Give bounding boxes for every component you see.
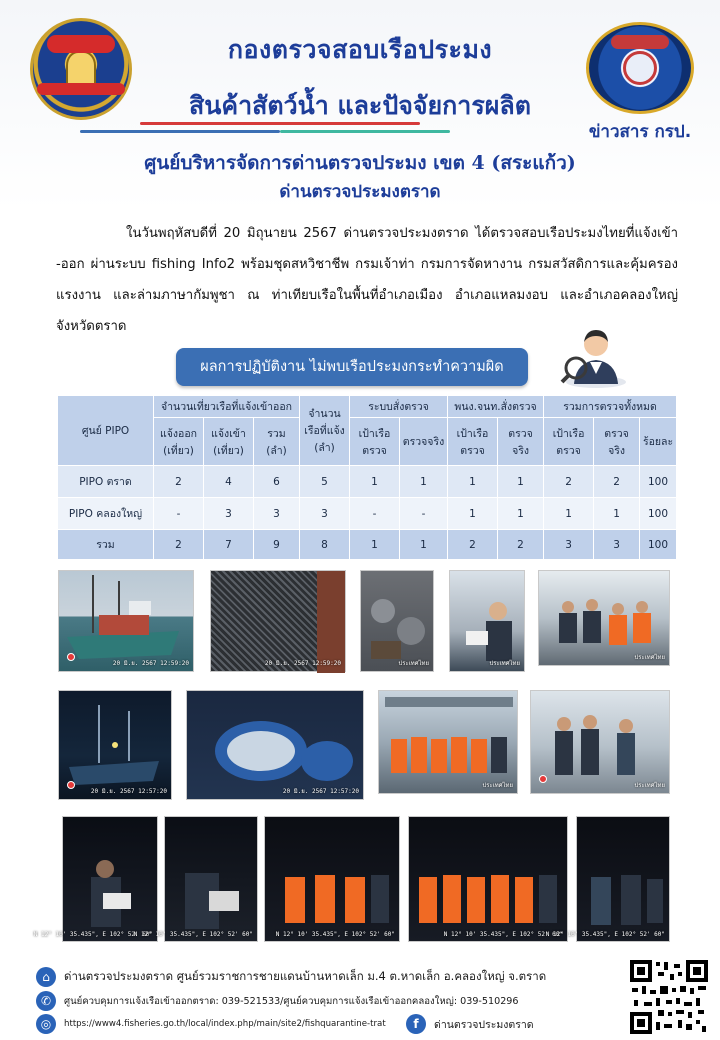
footer-facebook: ด่านตรวจประมงตราด bbox=[434, 1018, 534, 1031]
deco-line-red bbox=[140, 122, 420, 125]
deco-line-teal bbox=[280, 130, 450, 133]
station-name: ด่านตรวจประมงตราด bbox=[279, 182, 441, 202]
photo-timestamp: ประเทศไทย bbox=[634, 654, 665, 661]
department-of-fisheries-logo bbox=[30, 18, 132, 120]
cell-total-actual: 2 bbox=[594, 466, 640, 498]
emblem-icon bbox=[66, 51, 96, 87]
fishery-inspection-logo bbox=[586, 22, 694, 114]
footer-url-link[interactable]: https://www4.fisheries.go.th/local/index.php/main/site2/fishquarantine-trat bbox=[64, 1019, 386, 1029]
cell-out: 2 bbox=[154, 466, 204, 498]
footer-phone-row bbox=[36, 990, 519, 1012]
photo-timestamp: N 12° 10' 35.435", E 102° 52' 60" bbox=[133, 931, 253, 938]
deco-line-blue bbox=[80, 130, 280, 133]
footer-web-row bbox=[36, 1013, 534, 1035]
globe-icon: ◎ bbox=[36, 1014, 56, 1034]
cell-system-target: 1 bbox=[350, 466, 400, 498]
header-boats: จำนวนเรือที่แจ้ง (ลำ) bbox=[300, 396, 350, 466]
subheader-officer-actual: ตรวจจริง bbox=[498, 418, 544, 466]
cell-system-target: 1 bbox=[350, 530, 400, 560]
cell-sum: 9 bbox=[254, 530, 300, 560]
logo-ribbon-bottom bbox=[37, 83, 125, 95]
photo-timestamp: N 12° 10' 35.435", E 102° 52' 60" bbox=[33, 931, 153, 938]
subheader-sum: รวม (ลำ) bbox=[254, 418, 300, 466]
cell-system-target: - bbox=[350, 498, 400, 530]
photo-boat-night bbox=[58, 690, 172, 800]
header-officer: พนง.จนท.สั่งตรวจ bbox=[448, 396, 544, 418]
table-row bbox=[58, 498, 677, 530]
cell-boats: 8 bbox=[300, 530, 350, 560]
photo-timestamp: ประเทศไทย bbox=[634, 782, 665, 789]
news-paragraph: ในวันพฤหัสบดีที่ 20 มิถุนายน 2567 ด่านตรวจประมงตราด ได้ตรวจสอบเรือประมงไทยที่แจ้งเข้า -ออก ผ่านระบบ fishing Info2 พร้อมชุดสหวิชาชีพ กรมเจ้าท่า กรมการจัดหางาน กรมสวัสดิการและคุ้มครองแรงงาน และล่ามภาษากัมพูชา ณ ท่าเทียบเรือในพื้นที่อำเภอเมือง อำเภอแหลมงอบ และอำเภอคลองใหญ่ จังหวัดตราด bbox=[56, 226, 678, 334]
photo-night-officers bbox=[545, 816, 670, 942]
photo-fishing-net bbox=[210, 570, 346, 672]
page-title-line1: กองตรวจสอบเรือประมง bbox=[227, 35, 493, 64]
cell-system-actual: 1 bbox=[400, 530, 448, 560]
header-total: รวมการตรวจทั้งหมด bbox=[544, 396, 677, 418]
page-title-line2: สินค้าสัตว์น้ำ และปัจจัยการผลิต bbox=[189, 91, 531, 120]
subheader-in: แจ้งเข้า (เที่ยว) bbox=[204, 418, 254, 466]
logo-tag-top bbox=[611, 35, 669, 49]
home-icon: ⌂ bbox=[36, 967, 56, 987]
photo-timestamp: 20 มิ.ย. 2567 12:59:20 bbox=[264, 660, 341, 667]
cell-officer-actual: 2 bbox=[498, 530, 544, 560]
cell-total-target: 1 bbox=[544, 498, 594, 530]
cell-in: 7 bbox=[204, 530, 254, 560]
photo-deck-equipment bbox=[360, 570, 434, 672]
location-pin-icon bbox=[539, 775, 547, 783]
subheader-officer-target: เป้าเรือตรวจ bbox=[448, 418, 498, 466]
news-label: ข่าวสาร กรป. bbox=[588, 122, 692, 142]
table-row bbox=[58, 466, 677, 498]
cell-boats: 5 bbox=[300, 466, 350, 498]
phone-icon: ✆ bbox=[36, 991, 56, 1011]
cell-officer-target: 1 bbox=[448, 466, 498, 498]
cell-officer-target: 2 bbox=[448, 530, 498, 560]
center-name: ศูนย์บริหารจัดการด่านตรวจประมง เขต 4 (สระแก้ว) bbox=[144, 152, 576, 174]
cell-name: รวม bbox=[58, 530, 154, 560]
table-row-total bbox=[58, 530, 677, 560]
header-system: ระบบสั่งตรวจ bbox=[350, 396, 448, 418]
cell-percent: 100 bbox=[640, 498, 677, 530]
photo-fish-catch bbox=[186, 690, 364, 800]
photo-timestamp: 20 มิ.ย. 2567 12:57:20 bbox=[90, 788, 167, 795]
subheader-total-actual: ตรวจจริง bbox=[594, 418, 640, 466]
cell-officer-actual: 1 bbox=[498, 466, 544, 498]
location-pin-icon bbox=[67, 653, 75, 661]
inspector-icon bbox=[560, 322, 630, 388]
photo-timestamp: ประเทศไทย bbox=[482, 782, 513, 789]
location-pin-icon bbox=[67, 781, 75, 789]
cell-in: 3 bbox=[204, 498, 254, 530]
photo-crew-lifejackets bbox=[538, 570, 670, 666]
subheader-system-target: เป้าเรือตรวจ bbox=[350, 418, 400, 466]
cell-officer-target: 1 bbox=[448, 498, 498, 530]
photo-crew-group bbox=[378, 690, 518, 794]
photo-night-inspection-2 bbox=[133, 816, 258, 942]
cell-system-actual: - bbox=[400, 498, 448, 530]
cell-out: - bbox=[154, 498, 204, 530]
subheader-total-target: เป้าเรือตรวจ bbox=[544, 418, 594, 466]
photo-night-inspection-1 bbox=[33, 816, 158, 942]
cell-in: 4 bbox=[204, 466, 254, 498]
cell-total-target: 3 bbox=[544, 530, 594, 560]
photo-timestamp: ประเทศไทย bbox=[489, 660, 520, 667]
photo-timestamp: N 12° 10' 35.435", E 102° 52' 60" bbox=[275, 931, 395, 938]
header-center: ศูนย์ PIPO bbox=[58, 396, 154, 466]
subheader-out: แจ้งออก (เที่ยว) bbox=[154, 418, 204, 466]
inspection-results-table bbox=[57, 395, 677, 560]
photo-timestamp: N 12° 10' 35.435", E 102° 52' 60" bbox=[443, 931, 563, 938]
logo-ribbon-top bbox=[47, 35, 115, 53]
cell-system-actual: 1 bbox=[400, 466, 448, 498]
photo-night-crew-2 bbox=[408, 816, 568, 942]
footer-address: ด่านตรวจประมงตราด ศูนย์รวมราชการชายแดนบ้านหาดเล็ก ม.4 ต.หาดเล็ก อ.คลองใหญ่ จ.ตราด bbox=[64, 969, 547, 983]
anchor-icon bbox=[623, 51, 657, 85]
photo-fishing-boat bbox=[58, 570, 194, 672]
qr-code[interactable] bbox=[628, 958, 710, 1036]
cell-out: 2 bbox=[154, 530, 204, 560]
photo-officers-pier bbox=[530, 690, 670, 794]
facebook-icon: f bbox=[406, 1014, 426, 1034]
header-trips: จำนวนเที่ยวเรือที่แจ้งเข้าออก bbox=[154, 396, 300, 418]
cell-boats: 3 bbox=[300, 498, 350, 530]
cell-percent: 100 bbox=[640, 530, 677, 560]
cell-total-actual: 3 bbox=[594, 530, 640, 560]
photo-timestamp: 20 มิ.ย. 2567 12:57:20 bbox=[282, 788, 359, 795]
subheader-system-actual: ตรวจจริง bbox=[400, 418, 448, 466]
subheader-percent: ร้อยละ bbox=[640, 418, 677, 466]
footer-phones: ศูนย์ควบคุมการแจ้งเรือเข้าออกตราด: 039-521533/ศูนย์ควบคุมการแจ้งเรือเข้าออกคลองใหญ่: 039-510296 bbox=[64, 995, 519, 1007]
photo-timestamp: ประเทศไทย bbox=[398, 660, 429, 667]
cell-officer-actual: 1 bbox=[498, 498, 544, 530]
cell-sum: 6 bbox=[254, 466, 300, 498]
result-banner: ผลการปฏิบัติงาน ไม่พบเรือประมงกระทำความผิด bbox=[176, 348, 528, 386]
cell-percent: 100 bbox=[640, 466, 677, 498]
photo-officer-inspection bbox=[449, 570, 525, 672]
cell-total-target: 2 bbox=[544, 466, 594, 498]
cell-total-actual: 1 bbox=[594, 498, 640, 530]
photo-timestamp: 20 มิ.ย. 2567 12:59:20 bbox=[112, 660, 189, 667]
footer-address-row bbox=[36, 966, 546, 988]
photo-night-crew-1 bbox=[264, 816, 400, 942]
cell-sum: 3 bbox=[254, 498, 300, 530]
decorative-lines bbox=[80, 120, 450, 140]
cell-name: PIPO คลองใหญ่ bbox=[58, 498, 154, 530]
cell-name: PIPO ตราด bbox=[58, 466, 154, 498]
photo-timestamp: N 12° 10' 35.435", E 102° 52' 60" bbox=[545, 931, 665, 938]
